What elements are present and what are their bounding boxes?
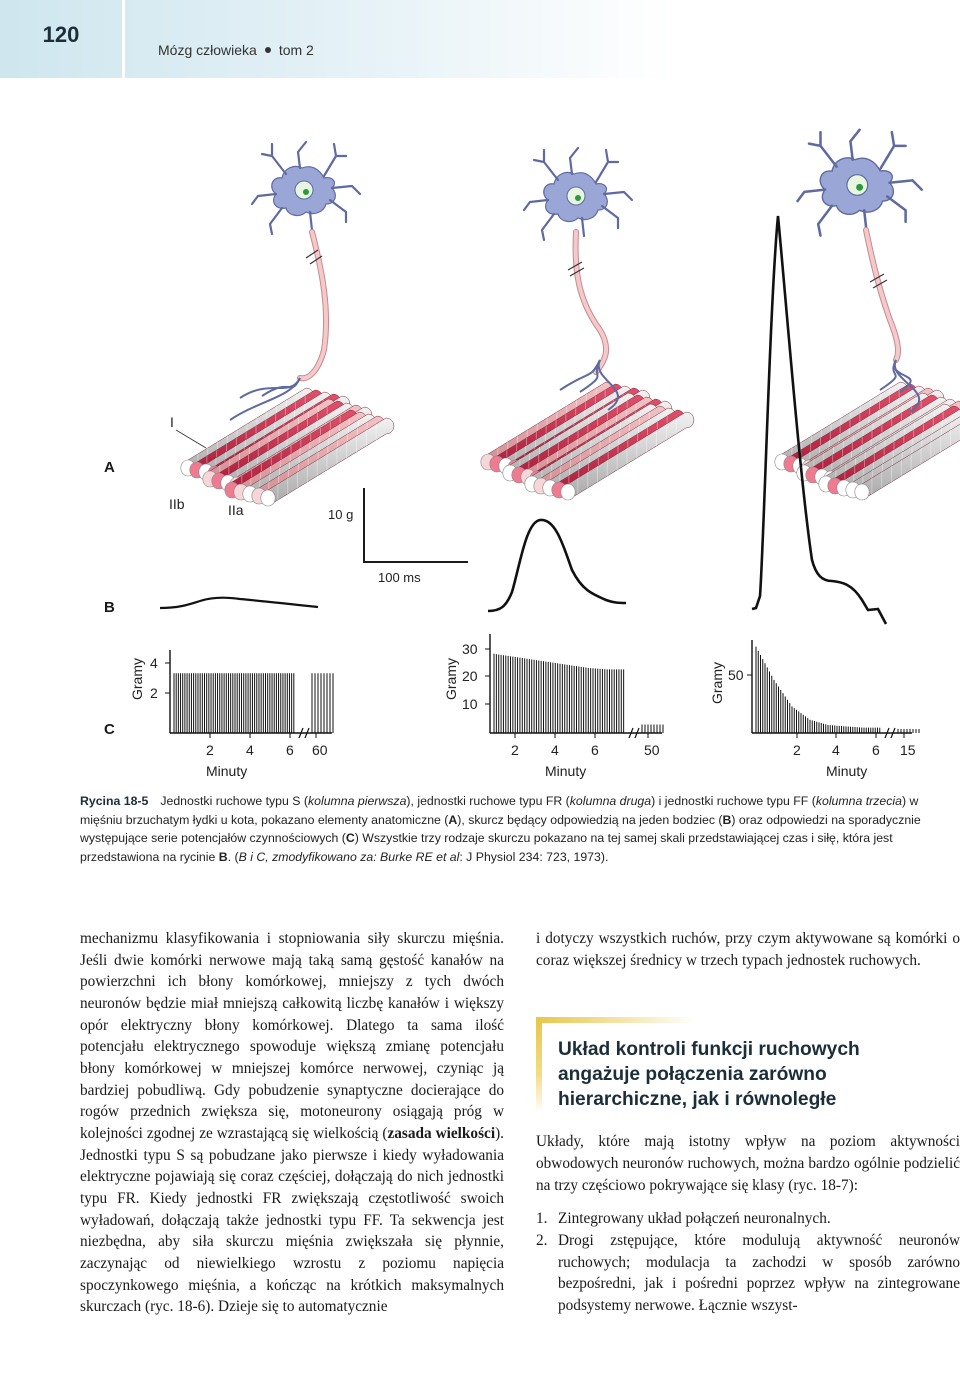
fiber-label-i: I [170, 414, 174, 430]
section-title: Układ kontroli funkcji ruchowych angażuje połączenia zarówno hierarchiczne, jak i równoległe [558, 1039, 860, 1111]
chart-x-tick-label: 2 [793, 742, 801, 758]
caption-italic: kolumna druga [569, 794, 652, 808]
motor-unit-ff [775, 130, 960, 500]
caption-text: ), skurcz będący odpowiedzią na jeden bodziec ( [457, 812, 723, 827]
chart-train-block [494, 654, 511, 733]
caption-text: ) w mięśniu brzuchatym łydki u kota, pokazano elementy anatomiczne ( [80, 794, 919, 827]
running-head [158, 42, 314, 58]
section-accent-bar-top [536, 1017, 696, 1023]
caption-text: : J Physiol 234: 723, 1973). [459, 849, 609, 864]
scalebar-force-label: 10 g [328, 507, 354, 522]
body-column-right [536, 928, 960, 1317]
chart-y-tick-label: 4 [150, 655, 158, 671]
book-title: Mózg człowieka [158, 42, 257, 58]
chart-train-block [191, 673, 206, 733]
chart-train-block [607, 669, 624, 733]
chart-train-block [569, 665, 586, 733]
chart-train-block [864, 728, 880, 733]
chart-x-tick-label: 6 [286, 742, 294, 758]
chart-train-block [774, 680, 790, 733]
page-number: 120 [42, 22, 80, 47]
scalebar [364, 488, 468, 562]
caption-italic: B i C, zmodyfikowano za: Burke RE et al [238, 849, 460, 864]
neuron-s-icon [252, 142, 360, 234]
motor-unit-s [181, 142, 394, 506]
row-label-a: A [104, 459, 115, 476]
list-text: Drogi zstępujące, które modulują aktywność neuronów ruchowych; modulacja ta zachodzi w sposób zarówno bezpośredni, jak i pośredni poprzez wpływ na zintegrowane podsystemy nerwowe. Łącznie wszyst- [558, 1231, 960, 1314]
figure-svg [0, 78, 960, 790]
chart-x-tick-label: 6 [591, 742, 599, 758]
chart-train-block [551, 662, 568, 733]
numbered-list [536, 1208, 960, 1316]
caption-text: . ( [227, 849, 239, 864]
fiber-label-iia: IIa [228, 502, 244, 518]
caption-text: ), jednostki ruchowe typu FR ( [406, 794, 570, 808]
list-text: Zintegrowany układ połączeń neuronalnych. [558, 1210, 831, 1228]
fr-nerve-branch [560, 360, 600, 390]
neuron-ff-icon [798, 130, 922, 236]
caption-bold: B [218, 849, 228, 864]
chart-fr-ylabel: Gramy [443, 658, 459, 700]
figure-caption [80, 792, 960, 866]
caption-text: ) i jednostki ruchowe typu FF ( [651, 794, 816, 808]
section-accent-bar [536, 1017, 542, 1113]
chart-s-ylabel: Gramy [129, 658, 145, 700]
chart-x-tick-label: 50 [644, 742, 660, 758]
chart-train-block [756, 647, 772, 733]
chart-1 [462, 634, 663, 758]
chart-x-tick-label: 15 [900, 742, 916, 758]
chart-ff-ylabel: Gramy [709, 662, 725, 704]
term-zasada-wielkosci: zasada wielkości [387, 1124, 496, 1142]
chart-x-tick-label: 2 [511, 742, 519, 758]
chart-train-block [846, 726, 862, 733]
fr-axon-outline [576, 232, 607, 372]
volume-label: tom 2 [278, 42, 314, 58]
scalebar-time-label: 100 ms [378, 570, 421, 585]
row-label-b: B [104, 599, 115, 616]
chart-train-block [261, 673, 276, 733]
ff-fiber-end [855, 484, 869, 500]
body-paragraph: Układy, które mają istotny wpływ na poziom aktywności obwodowych neuronów ruchowych, można bardzo ogólnie podzielić na trzy częściowo pokrywające się klasy (ryc. 18-7): [536, 1133, 960, 1194]
fiber-label-i-leader [176, 430, 206, 448]
caption-label: Rycina 18-5 [80, 794, 149, 808]
chart-y-tick-label: 20 [462, 668, 478, 684]
chart-x-tick-label: 2 [206, 742, 214, 758]
chart-train-block [279, 673, 294, 733]
chart-x-tick-label: 4 [832, 742, 840, 758]
tetanus-charts [150, 634, 919, 758]
bullet-icon [265, 47, 271, 53]
fr-axon [576, 232, 607, 372]
row-label-c: C [104, 721, 115, 738]
list-number: 1. [536, 1210, 548, 1228]
chart-train-block [588, 668, 605, 733]
body-column-left [80, 928, 504, 1318]
list-item [536, 1230, 960, 1317]
chart-fr-xlabel: Minuty [545, 763, 587, 779]
chart-2 [728, 640, 919, 758]
ff-axon [866, 230, 898, 360]
chart-s-xlabel: Minuty [206, 763, 248, 779]
fr-fiber-end [561, 484, 575, 500]
body-paragraph: ). Jednostki typu S są pobudzane jako pierwsze i kiedy wyładowania elektryczne pojawiają się coraz częściej, dołączają do nich jednostki typu FR. Kiedy jednostki FR zwiększają częstotliwość swoich wyładowań, dołączają także jednostki typu FF. Ta sekwencja jest niezbędna, aby siła skurczu mięśnia zwiększała się płynnie, zaczynając od niewielkiego wzrostu z poziomu napięcia spoczynkowego mięśnia, a kończąc na krótkich maksymalnych skurczach (ryc. 18-6). Dzieje się to automatycznie [80, 1124, 504, 1316]
chart-train-block [513, 657, 530, 733]
chart-x-tick-label: 4 [246, 742, 254, 758]
chart-train-block-late [312, 673, 333, 733]
chart-y-tick-label: 30 [462, 641, 478, 657]
caption-bold: A [448, 812, 458, 827]
chart-0 [150, 650, 333, 758]
chart-train-block [532, 659, 549, 733]
caption-text: ) Wszystkie trzy rodzaje skurczu pokazano na tej samej skali przedstawiającej czas i siłę, która jest przedstawiona na rycinie [80, 831, 893, 864]
chart-train-block [810, 720, 826, 733]
neuron-fr-icon [524, 148, 632, 240]
figure-18-5 [0, 78, 960, 790]
s-fiber-end [261, 490, 275, 506]
chart-train-block-late [642, 725, 663, 733]
chart-x-tick-label: 6 [872, 742, 880, 758]
chart-train-block [828, 725, 844, 733]
chart-train-block [244, 673, 259, 733]
fiber-label-iib: IIb [169, 496, 185, 512]
chart-y-tick-label: 10 [462, 696, 478, 712]
chart-train-block [792, 706, 808, 733]
caption-text: ) oraz odpowiedzi na sporadycznie występujące serie potencjałów czynnościowych ( [80, 812, 921, 846]
body-paragraph: mechanizmu klasyfikowania i stopniowania siły skurczu mięśnia. Jeśli dwie komórki nerwowe mają taką samą gęstość kanałów na powierzchni ich błony komórkowej, mniejszy z tych dwóch neuronów będzie miał mniejszą całkowitą liczbę kanałów i większy opór elektryczny błony komórkowej. Dlatego ta sama ilość potencjału elektrycznego spowoduje większą zmianę potencjału błony komórkowej w mniejszej komórce nerwowej, czyniąc ją bardziej pobudliwą. Gdy pobudzenie synaptyczne docierające do rogów przednich zwiększa się, motoneurony osiągają próg w kolejności zgodnej ze wzrastającą się wielkością ( [80, 930, 504, 1142]
chart-train-block [209, 673, 224, 733]
header-divider [122, 0, 125, 78]
chart-y-tick-label: 50 [728, 667, 744, 683]
twitch-trace-fr [488, 520, 626, 611]
chart-y-tick-label: 2 [150, 685, 158, 701]
caption-italic: kolumna pierwsza [308, 794, 407, 808]
caption-bold: C [345, 831, 355, 846]
chart-train-block [174, 673, 189, 733]
chart-ff-xlabel: Minuty [826, 763, 868, 779]
caption-bold: B [722, 812, 732, 827]
motor-unit-fr [481, 148, 694, 500]
list-item [536, 1208, 960, 1230]
list-number: 2. [536, 1231, 548, 1249]
twitch-trace-s [160, 598, 318, 608]
header-band [0, 0, 960, 78]
caption-text: Jednostki ruchowe typu S ( [160, 794, 308, 808]
section-heading-box [536, 1017, 960, 1113]
chart-x-tick-label: 60 [312, 742, 328, 758]
chart-train-block [226, 673, 241, 733]
body-paragraph: i dotyczy wszystkich ruchów, przy czym aktywowane są komórki o coraz większej średnicy w trzech typach jednostek ruchowych. [536, 930, 960, 969]
caption-italic: kolumna trzecia [815, 794, 902, 808]
chart-x-tick-label: 4 [551, 742, 559, 758]
